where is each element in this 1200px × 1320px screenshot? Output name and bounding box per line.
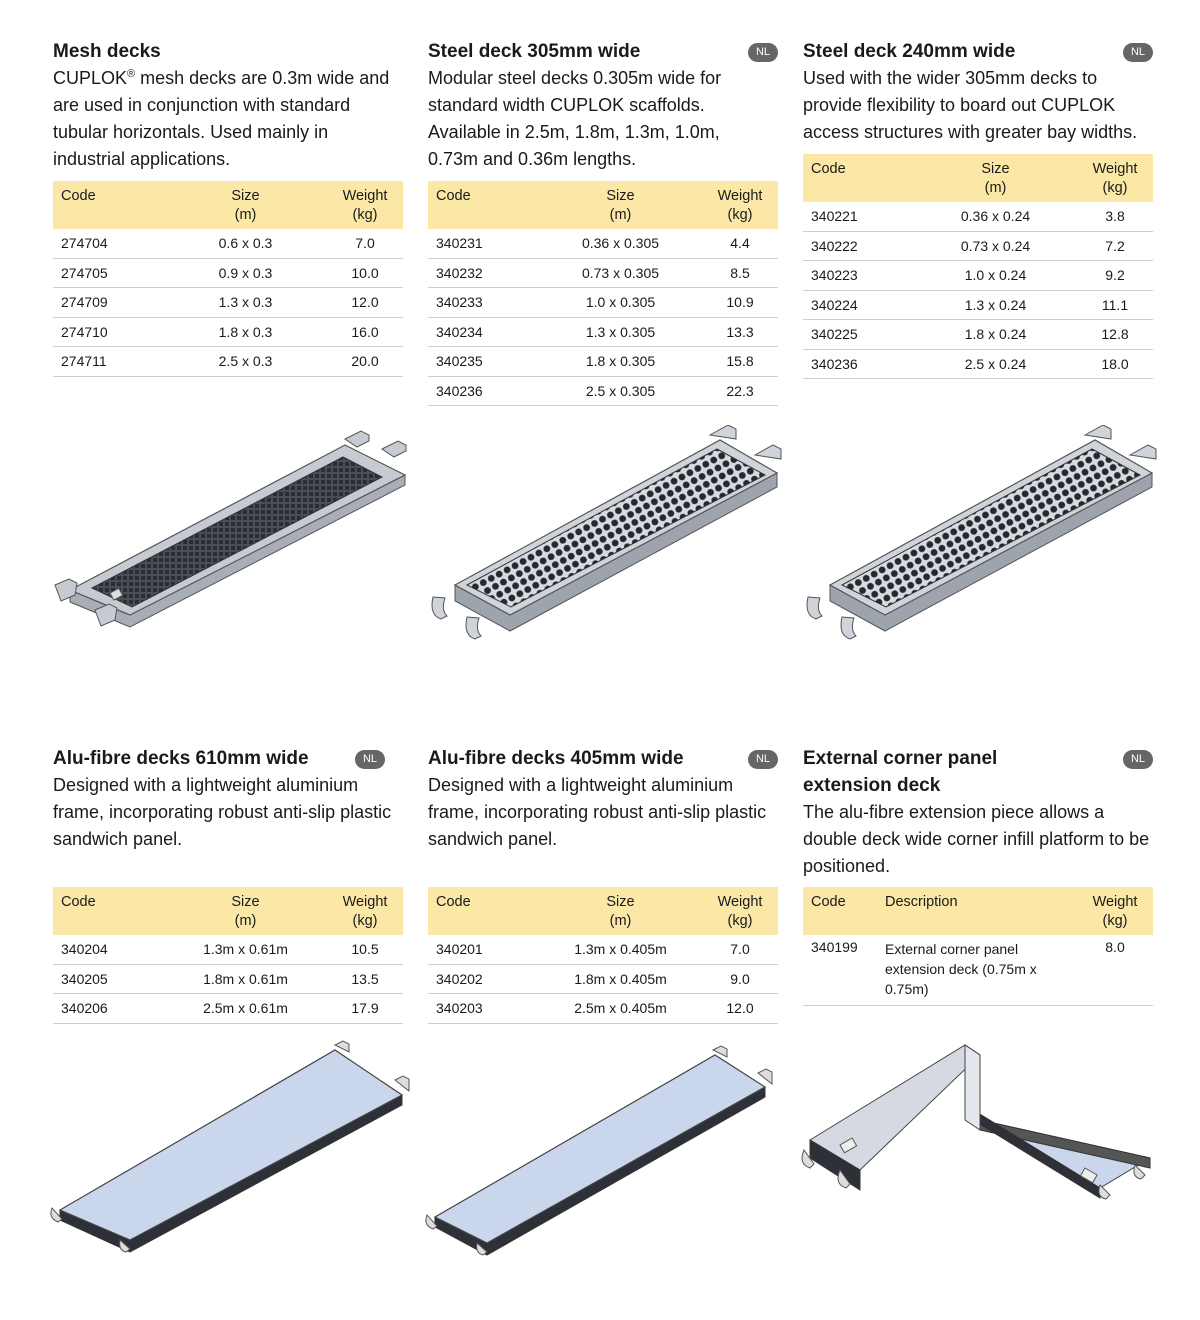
table-header-row bbox=[803, 154, 1153, 202]
header-size bbox=[539, 887, 702, 935]
product-title: Mesh decks bbox=[53, 41, 161, 62]
header-label: Size bbox=[606, 894, 635, 910]
product-description: Used with the wider 305mm decks to provide flexibility to board out CUPLOK access structures with greater bay widths. bbox=[803, 68, 1138, 142]
product-title-row bbox=[53, 38, 403, 65]
table-cell: 13.3 bbox=[702, 317, 778, 347]
product-title-row bbox=[428, 38, 778, 65]
table-cell: 274711 bbox=[53, 347, 164, 377]
table-cell: 7.0 bbox=[702, 935, 778, 964]
table-row bbox=[428, 288, 778, 318]
spec-table bbox=[428, 887, 778, 1024]
spec-table bbox=[428, 181, 778, 406]
product-title: Alu-fibre decks 405mm wide bbox=[428, 748, 684, 769]
table-cell: 340232 bbox=[428, 258, 539, 288]
table-cell: 340203 bbox=[428, 994, 539, 1024]
header-weight bbox=[327, 887, 403, 935]
table-cell: 9.0 bbox=[702, 964, 778, 994]
header-weight bbox=[327, 181, 403, 229]
product-title: Steel deck 240mm wide bbox=[803, 41, 1016, 62]
header-label: (m) bbox=[234, 207, 257, 223]
table-header-row bbox=[53, 181, 403, 229]
table-cell: 274710 bbox=[53, 317, 164, 347]
header-code bbox=[803, 154, 914, 202]
header-label: (kg) bbox=[1102, 913, 1128, 929]
nl-badge: NL bbox=[748, 750, 778, 769]
table-cell: 1.8m x 0.61m bbox=[164, 964, 327, 994]
table-cell: 13.5 bbox=[327, 964, 403, 994]
table-cell: 340204 bbox=[53, 935, 164, 964]
header-label: Weight bbox=[342, 894, 388, 910]
spec-table bbox=[803, 887, 1153, 1006]
product-title: External corner panel extension deck bbox=[803, 748, 998, 796]
table-row bbox=[803, 349, 1153, 379]
table-cell: 1.3 x 0.24 bbox=[914, 290, 1077, 320]
header-weight bbox=[1077, 154, 1153, 202]
spec-table bbox=[803, 154, 1153, 379]
table-cell: 340224 bbox=[803, 290, 914, 320]
steel-deck-illustration bbox=[800, 425, 1160, 655]
header-label: Size bbox=[231, 188, 260, 204]
table-row bbox=[428, 994, 778, 1024]
header-label: Size bbox=[606, 188, 635, 204]
header-label: Size bbox=[231, 894, 260, 910]
table-cell: 8.0 bbox=[1077, 935, 1153, 1006]
header-code bbox=[803, 887, 885, 935]
table-cell: 1.0 x 0.24 bbox=[914, 261, 1077, 291]
header-label: Size bbox=[981, 161, 1010, 177]
product-description: The alu-fibre extension piece allows a double deck wide corner infill platform to be positioned. bbox=[803, 802, 1150, 876]
table-cell: 340222 bbox=[803, 231, 914, 261]
steel-deck-illustration bbox=[425, 425, 785, 655]
table-cell: 8.5 bbox=[702, 258, 778, 288]
table-cell: 1.8 x 0.305 bbox=[539, 347, 702, 377]
product-steel-deck-305 bbox=[428, 38, 778, 406]
product-title-row bbox=[428, 745, 778, 772]
table-row bbox=[803, 935, 1153, 1006]
table-cell: 340235 bbox=[428, 347, 539, 377]
table-cell: 340236 bbox=[803, 349, 914, 379]
header-label: Weight bbox=[1092, 894, 1138, 910]
table-row bbox=[803, 320, 1153, 350]
table-cell: 1.3m x 0.405m bbox=[539, 935, 702, 964]
table-row bbox=[803, 261, 1153, 291]
header-label: (m) bbox=[984, 180, 1007, 196]
table-cell: 1.8 x 0.24 bbox=[914, 320, 1077, 350]
product-title: Alu-fibre decks 610mm wide bbox=[53, 748, 309, 769]
corner-deck-illustration bbox=[800, 1040, 1160, 1200]
product-mesh-decks bbox=[53, 38, 403, 377]
table-row bbox=[428, 935, 778, 964]
product-description: Designed with a lightweight aluminium frame, incorporating robust anti-slip plastic sandwich panel. bbox=[428, 775, 767, 849]
table-row bbox=[53, 347, 403, 377]
table-cell: 340206 bbox=[53, 994, 164, 1024]
table-cell: 0.36 x 0.305 bbox=[539, 229, 702, 258]
table-cell: 10.9 bbox=[702, 288, 778, 318]
table-row bbox=[803, 231, 1153, 261]
table-cell: 17.9 bbox=[327, 994, 403, 1024]
table-cell: 18.0 bbox=[1077, 349, 1153, 379]
header-code bbox=[428, 181, 539, 229]
table-cell: 1.8 x 0.3 bbox=[164, 317, 327, 347]
table-row bbox=[803, 202, 1153, 231]
header-weight bbox=[1077, 887, 1153, 935]
table-cell: 7.0 bbox=[327, 229, 403, 258]
nl-badge: NL bbox=[748, 43, 778, 62]
table-row bbox=[428, 229, 778, 258]
product-description bbox=[53, 65, 393, 173]
table-row bbox=[53, 288, 403, 318]
table-cell: 12.0 bbox=[702, 994, 778, 1024]
header-label: Code bbox=[811, 894, 846, 910]
header-label: Code bbox=[811, 161, 846, 177]
table-cell: 340201 bbox=[428, 935, 539, 964]
product-title-row bbox=[53, 745, 403, 772]
table-header-row bbox=[428, 181, 778, 229]
header-size bbox=[164, 181, 327, 229]
table-cell: 9.2 bbox=[1077, 261, 1153, 291]
table-cell: 340202 bbox=[428, 964, 539, 994]
table-cell: 274709 bbox=[53, 288, 164, 318]
header-code bbox=[428, 887, 539, 935]
table-cell: 11.1 bbox=[1077, 290, 1153, 320]
table-cell: 2.5 x 0.3 bbox=[164, 347, 327, 377]
table-cell: 340199 bbox=[803, 935, 885, 1006]
table-cell: 2.5 x 0.24 bbox=[914, 349, 1077, 379]
table-cell: 1.3 x 0.305 bbox=[539, 317, 702, 347]
table-cell: 10.5 bbox=[327, 935, 403, 964]
table-cell: 1.8m x 0.405m bbox=[539, 964, 702, 994]
product-description: Modular steel decks 0.305m wide for standard width CUPLOK scaffolds. Available in 2.5m, 1.8m, 1.3m, 1.0m, 0.73m and 0.36m lengths. bbox=[428, 68, 722, 169]
header-label: Weight bbox=[717, 188, 763, 204]
brand-name: CUPLOK bbox=[53, 68, 128, 88]
table-cell: 16.0 bbox=[327, 317, 403, 347]
table-cell: 0.9 x 0.3 bbox=[164, 258, 327, 288]
table-cell: 340221 bbox=[803, 202, 914, 231]
header-weight bbox=[702, 887, 778, 935]
nl-badge: NL bbox=[1123, 750, 1153, 769]
table-cell: 274704 bbox=[53, 229, 164, 258]
table-cell: 0.36 x 0.24 bbox=[914, 202, 1077, 231]
header-label: Weight bbox=[1092, 161, 1138, 177]
table-cell: 15.8 bbox=[702, 347, 778, 377]
table-header-row bbox=[428, 887, 778, 935]
table-row bbox=[53, 317, 403, 347]
header-label: (kg) bbox=[352, 913, 378, 929]
table-cell: 4.4 bbox=[702, 229, 778, 258]
table-cell: 1.3 x 0.3 bbox=[164, 288, 327, 318]
header-label: Weight bbox=[717, 894, 763, 910]
table-cell: 340236 bbox=[428, 376, 539, 406]
table-cell: 2.5m x 0.61m bbox=[164, 994, 327, 1024]
header-label: (kg) bbox=[1102, 180, 1128, 196]
nl-badge: NL bbox=[1123, 43, 1153, 62]
header-label: (m) bbox=[609, 207, 632, 223]
table-cell: 3.8 bbox=[1077, 202, 1153, 231]
header-label: (kg) bbox=[727, 207, 753, 223]
product-title-row bbox=[803, 38, 1153, 65]
table-row bbox=[428, 258, 778, 288]
header-label: Code bbox=[61, 894, 96, 910]
alu-fibre-deck-illustration bbox=[425, 1045, 775, 1260]
description-text: mesh decks are 0.3m wide and are used in conjunction with standard tubular horizontals. Used mainly in industrial applications. bbox=[53, 68, 390, 169]
table-header-row bbox=[53, 887, 403, 935]
table-cell: 1.0 x 0.305 bbox=[539, 288, 702, 318]
product-steel-deck-240 bbox=[803, 38, 1153, 379]
table-cell: 340223 bbox=[803, 261, 914, 291]
table-row bbox=[53, 258, 403, 288]
table-cell: 340205 bbox=[53, 964, 164, 994]
table-row bbox=[428, 317, 778, 347]
header-label: Code bbox=[436, 894, 471, 910]
alu-fibre-deck-illustration bbox=[50, 1040, 410, 1260]
table-row bbox=[803, 290, 1153, 320]
product-alu-fibre-610 bbox=[53, 745, 403, 1024]
table-header-row bbox=[803, 887, 1153, 935]
table-cell: 2.5 x 0.305 bbox=[539, 376, 702, 406]
table-row bbox=[53, 964, 403, 994]
product-title-row bbox=[803, 745, 1153, 799]
table-row bbox=[428, 964, 778, 994]
header-label: Description bbox=[885, 894, 958, 910]
table-cell: 274705 bbox=[53, 258, 164, 288]
table-cell: 12.8 bbox=[1077, 320, 1153, 350]
table-row bbox=[53, 935, 403, 964]
header-size bbox=[539, 181, 702, 229]
header-code bbox=[53, 887, 164, 935]
table-cell: 12.0 bbox=[327, 288, 403, 318]
table-cell: 340234 bbox=[428, 317, 539, 347]
table-cell: 340233 bbox=[428, 288, 539, 318]
header-label: Weight bbox=[342, 188, 388, 204]
table-cell: 10.0 bbox=[327, 258, 403, 288]
mesh-deck-illustration bbox=[50, 425, 410, 640]
header-label: (kg) bbox=[352, 207, 378, 223]
product-alu-fibre-405 bbox=[428, 745, 778, 1024]
table-cell: 22.3 bbox=[702, 376, 778, 406]
header-weight bbox=[702, 181, 778, 229]
table-row bbox=[53, 994, 403, 1024]
table-cell: 2.5m x 0.405m bbox=[539, 994, 702, 1024]
table-cell: 1.3m x 0.61m bbox=[164, 935, 327, 964]
product-description: Designed with a lightweight aluminium frame, incorporating robust anti-slip plastic sandwich panel. bbox=[53, 775, 392, 849]
header-label: Code bbox=[436, 188, 471, 204]
header-description bbox=[885, 887, 1077, 935]
product-external-corner-deck bbox=[803, 745, 1153, 1006]
header-code bbox=[53, 181, 164, 229]
header-label: (kg) bbox=[727, 913, 753, 929]
table-cell: 340231 bbox=[428, 229, 539, 258]
table-row bbox=[428, 347, 778, 377]
nl-badge: NL bbox=[355, 750, 385, 769]
spec-table bbox=[53, 887, 403, 1024]
header-size bbox=[914, 154, 1077, 202]
table-cell: 7.2 bbox=[1077, 231, 1153, 261]
spec-table bbox=[53, 181, 403, 377]
header-label: Code bbox=[61, 188, 96, 204]
table-cell: 0.73 x 0.24 bbox=[914, 231, 1077, 261]
table-cell: 20.0 bbox=[327, 347, 403, 377]
table-cell: 0.6 x 0.3 bbox=[164, 229, 327, 258]
table-cell: External corner panel extension deck (0.75m x 0.75m) bbox=[885, 935, 1077, 1006]
product-title: Steel deck 305mm wide bbox=[428, 41, 641, 62]
registered-mark: ® bbox=[127, 68, 136, 80]
table-row bbox=[428, 376, 778, 406]
header-label: (m) bbox=[609, 913, 632, 929]
table-cell: 340225 bbox=[803, 320, 914, 350]
header-size bbox=[164, 887, 327, 935]
table-row bbox=[53, 229, 403, 258]
header-label: (m) bbox=[234, 913, 257, 929]
table-cell: 0.73 x 0.305 bbox=[539, 258, 702, 288]
